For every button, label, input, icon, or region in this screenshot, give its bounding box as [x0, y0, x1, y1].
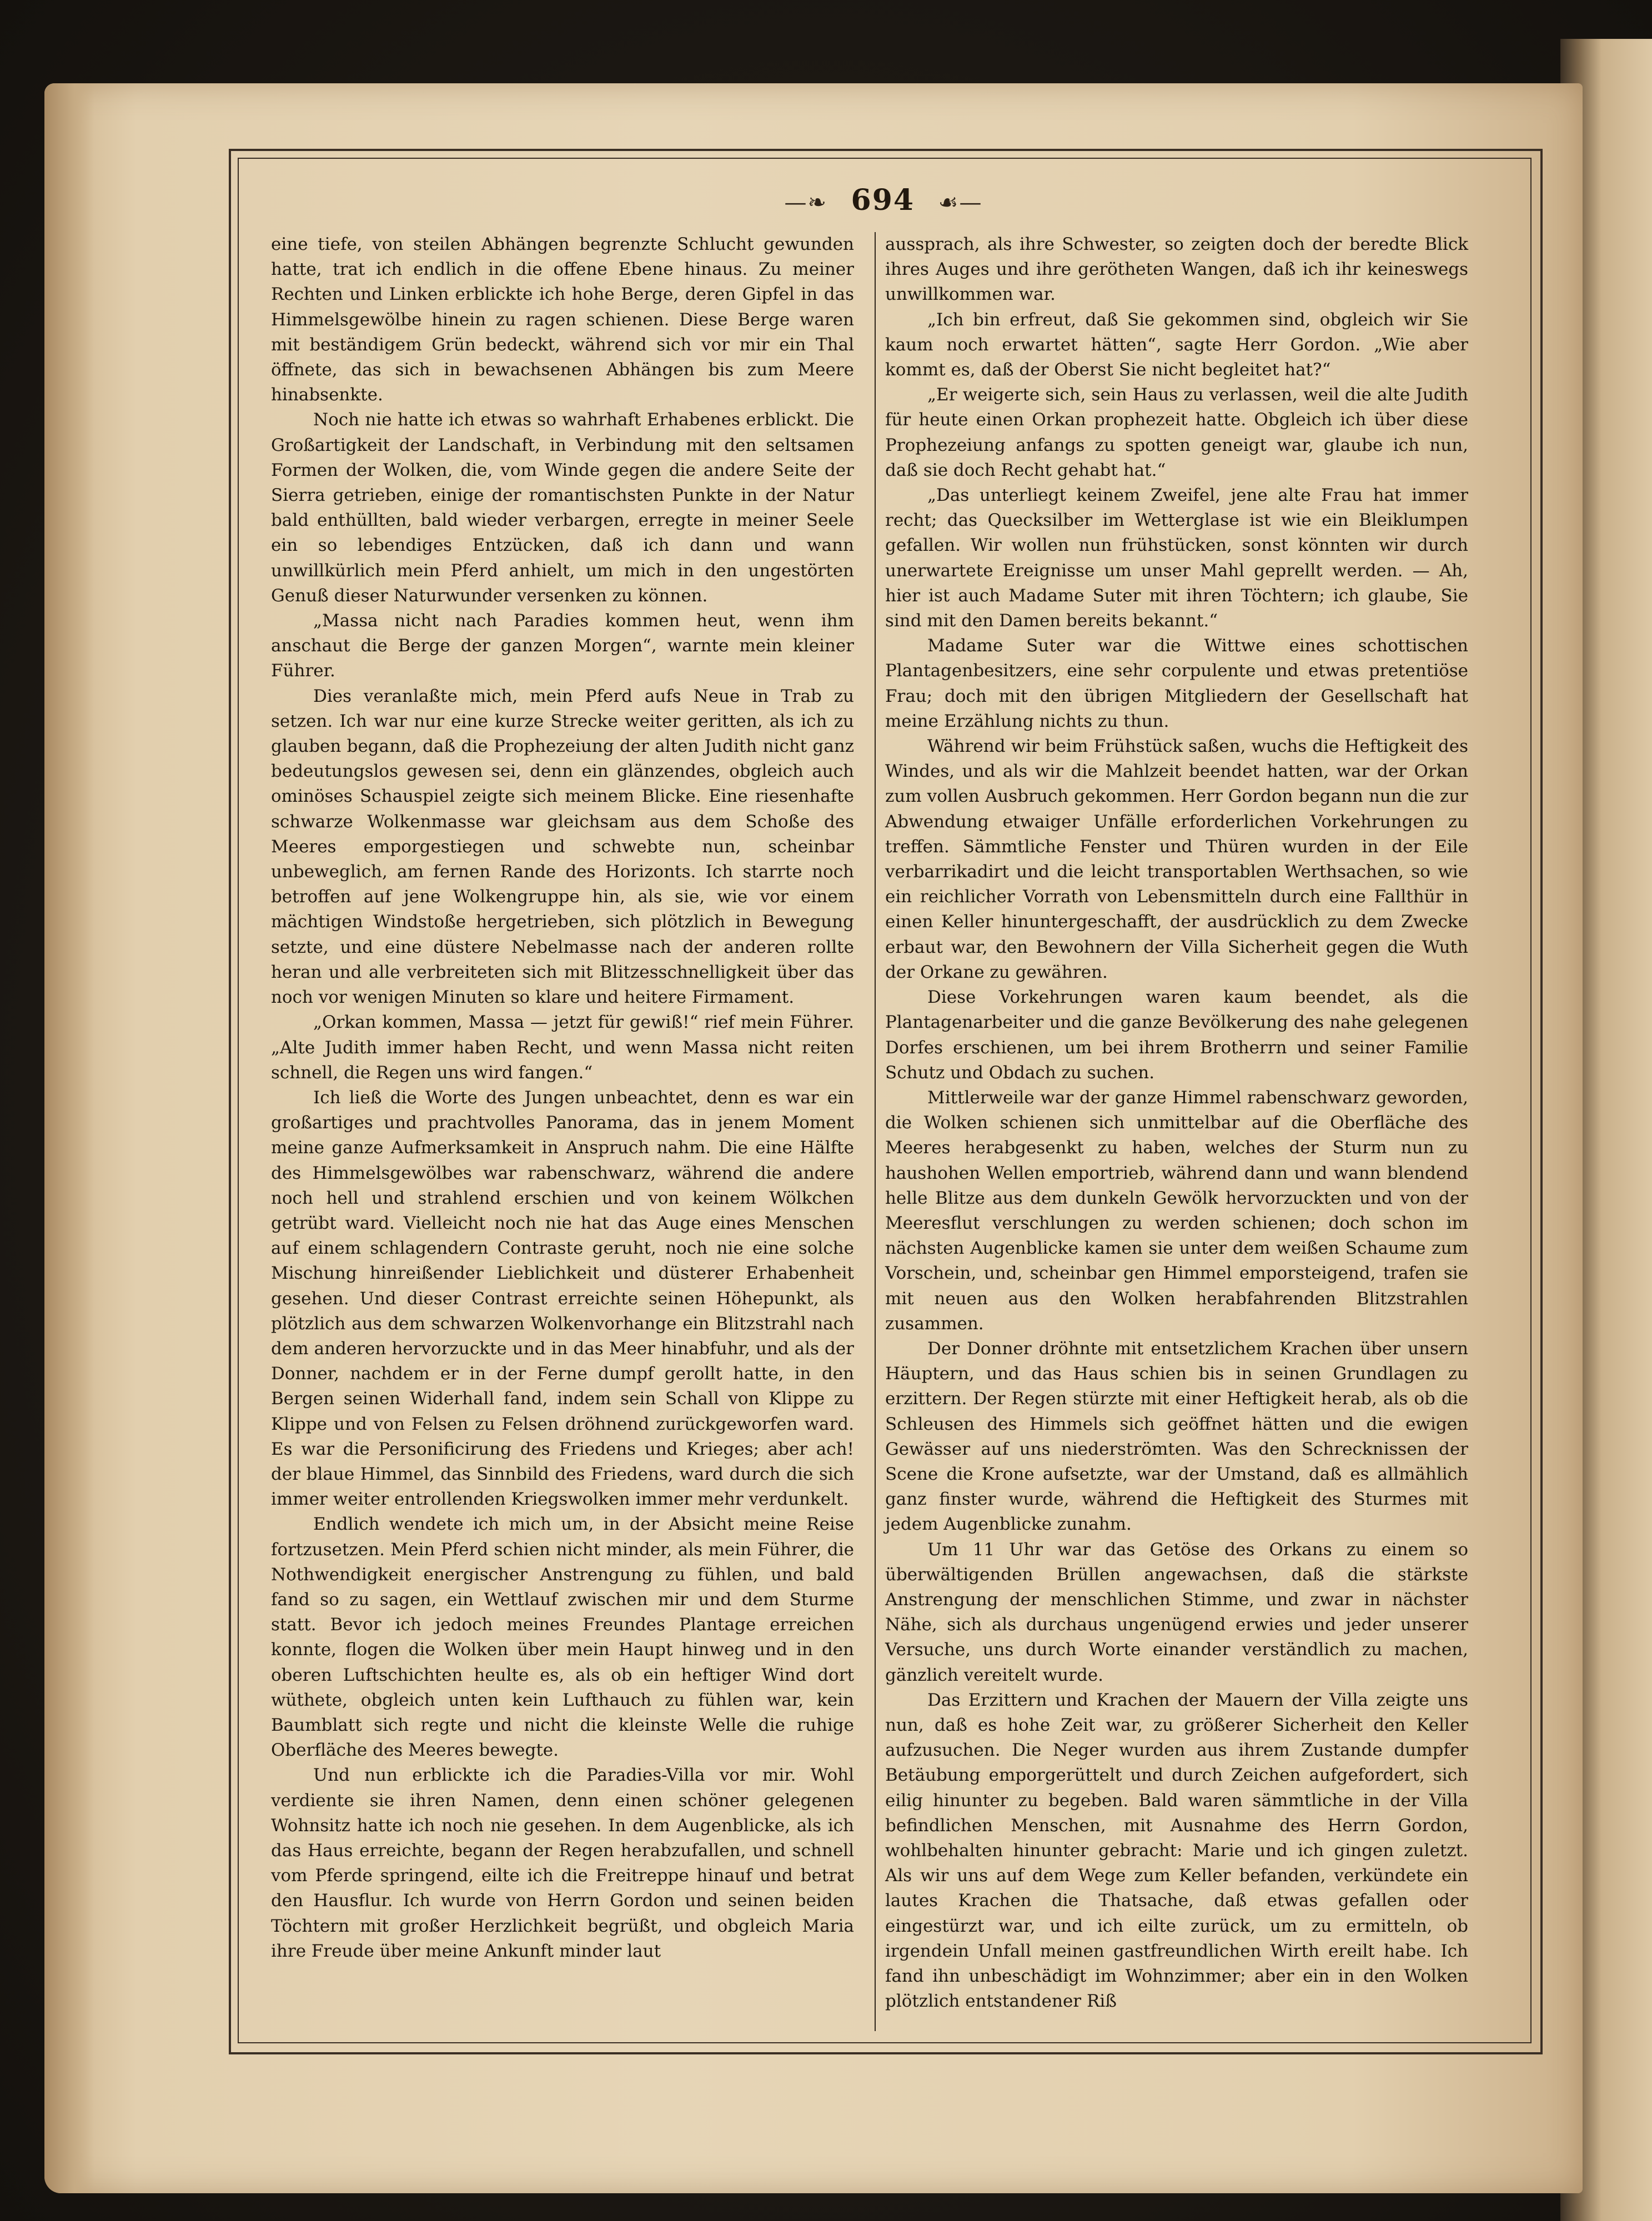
paragraph: Endlich wendete ich mich um, in der Absicht meine Reise fortzusetzen. Mein Pferd schien nicht minder, als mein Führer, die Nothwendigkeit energischer Anstrengung zu fühlen, und bald fand so zu sagen, ein Wettlauf zwischen mir und dem Sturme statt. Bevor ich jedoch meines Freundes Plantage erreichen konnte, flogen die Wolken über mein Haupt hinweg und in den oberen Luftschichten heulte es, als ob ein heftiger Wind dort wüthete, obgleich unten kein Lufthauch zu fühlen war, kein Baumblatt sich regte und nicht die kleinste Welle die ruhige Oberfläche des Meeres bewegte.: [271, 1514, 854, 1761]
page-worn-edge: [44, 83, 94, 2193]
paragraph: Diese Vorkehrungen waren kaum beendet, als die Plantagenarbeiter und die ganze Bevölkerung des nahe gelegenen Dorfes erschienen, um bei ihrem Brotherrn und seiner Familie Schutz und Obdach zu suchen.: [885, 987, 1468, 1083]
paragraph: Um 11 Uhr war das Getöse des Orkans zu einem so überwältigenden Brüllen angewachsen, daß die stärkste Anstrengung der menschlichen Stimme, und zwar in nächster Nähe, sich als durchaus ungenügend erwies und jeder unserer Versuche, uns durch Worte einander verständlich zu machen, gänzlich vereitelt wurde.: [885, 1539, 1468, 1685]
header-ornament-right: ☙—: [938, 190, 983, 215]
paragraph: „Er weigerte sich, sein Haus zu verlassen, weil die alte Judith für heute einen Orkan prophezeit hatte. Obgleich ich über diese Prophezeiung anfangs zu spotten geneigt war, glaube ich nun, daß sie doch Recht gehabt hat.“: [885, 385, 1468, 480]
header-ornament-left: —❧: [784, 190, 828, 215]
right-column: [885, 232, 1468, 2014]
paragraph: Während wir beim Frühstück saßen, wuchs die Heftigkeit des Windes, und als wir die Mahlzeit beendet hatten, war der Orkan zum vollen Ausbruch gekommen. Herr Gordon begann nun die zur Abwendung etwaiger Unfälle erforderlichen Vorkehrungen zu treffen. Sämmtliche Fenster und Thüren wurden in der Eile verbarrikadirt und die leicht transportablen Werthsachen, so wie ein reichlicher Vorrath von Lebensmitteln durch eine Fallthür in einen Keller hinuntergeschafft, der ausdrücklich zu dem Zwecke erbaut war, den Bewohnern der Villa Sicherheit gegen die Wuth der Orkane zu gewähren.: [885, 736, 1468, 982]
paragraph: „Ich bin erfreut, daß Sie gekommen sind, obgleich wir Sie kaum noch erwartet hätten“, sagte Herr Gordon. „Wie aber kommt es, daß der Oberst Sie nicht begleitet hat?“: [885, 309, 1468, 380]
page-number: 694: [851, 183, 915, 217]
paragraph: Mittlerweile war der ganze Himmel rabenschwarz geworden, die Wolken schienen sich unmittelbar auf die Oberfläche des Meeres herabgesenkt zu haben, welches der Sturm nun zu haushohen Wellen emportrieb, während dann und wann blendend helle Blitze aus dem dunkeln Gewölk hervorzuckten und von der Meeresflut verschlungen zu werden schienen; doch schon im nächsten Augenblicke kamen sie unter dem weißen Schaume zum Vorschein, und, scheinbar gen Himmel emporsteigend, trafen sie mit neuen aus den Wolken herabfahrenden Blitzstrahlen zusammen.: [885, 1087, 1468, 1334]
paragraph: Der Donner dröhnte mit entsetzlichem Krachen über unsern Häuptern, und das Haus schien bis in seinen Grundlagen zu erzittern. Der Regen stürzte mit einer Heftigkeit herab, als ob die Schleusen des Himmels sich geöffnet hätten und die ewigen Gewässer auf uns niederströmten. Was den Schrecknissen der Scene die Krone aufsetzte, war der Umstand, daß es allmählich ganz finster wurde, während die Heftigkeit des Sturmes mit jedem Augenblicke zunahm.: [885, 1338, 1468, 1535]
paragraph: Und nun erblickte ich die Paradies-Villa vor mir. Wohl verdiente sie ihren Namen, denn einen schöner gelegenen Wohnsitz hatte ich noch nie gesehen. In dem Augenblicke, als ich das Haus erreichte, begann der Regen herabzufallen, und schnell vom Pferde springend, eilte ich die Freitreppe hinauf und betrat den Hausflur. Ich wurde von Herrn Gordon und seinen beiden Töchtern mit großer Herzlichkeit begrüßt, und obgleich Maria ihre Freude über meine Ankunft minder laut: [271, 1765, 854, 1961]
paragraph: „Das unterliegt keinem Zweifel, jene alte Frau hat immer recht; das Quecksilber im Wetterglase ist wie ein Bleiklumpen gefallen. Wir wollen nun frühstücken, sonst könnten wir durch unerwartete Ereignisse um unser Mahl geprellt werden. — Ah, hier ist auch Madame Suter mit ihren Töchtern; ich glaube, Sie sind mit den Damen bereits bekannt.“: [885, 485, 1468, 631]
paragraph: eine tiefe, von steilen Abhängen begrenzte Schlucht gewunden hatte, trat ich endlich in die offene Ebene hinaus. Zu meiner Rechten und Linken erblickte ich hohe Berge, deren Gipfel in das Himmelsgewölbe hinein zu ragen schienen. Diese Berge waren mit beständigem Grün bedeckt, während sich vor mir ein Thal öffnete, das sich in bewachsenen Abhängen bis zum Meere hinabsenkte.: [271, 234, 854, 405]
paragraph: Dies veranlaßte mich, mein Pferd aufs Neue in Trab zu setzen. Ich war nur eine kurze Strecke weiter geritten, als ich zu glauben begann, daß die Prophezeiung der alten Judith nicht ganz bedeutungslos gewesen sei, denn ein glänzendes, obgleich auch ominöses Schauspiel zeigte sich meinem Blicke. Eine riesenhafte schwarze Wolkenmasse war gleichsam aus dem Schoße des Meeres emporgestiegen und schwebte nun, scheinbar unbeweglich, am fernen Rande des Horizonts. Ich starrte noch betroffen auf jene Wolkengruppe hin, als sie, wie vor einem mächtigen Windstoße hergetrieben, sich plötzlich in Bewegung setzte, und eine düstere Nebelmasse nach der anderen rollte heran und alle verbreiteten sich mit Blitzesschnelligkeit über das noch vor wenigen Minuten so klare und heitere Firmament.: [271, 686, 854, 1008]
paragraph: Das Erzittern und Krachen der Mauern der Villa zeigte uns nun, daß es hohe Zeit war, zu größerer Sicherheit den Keller aufzusuchen. Die Neger wurden aus ihrem Zustande dumpfer Betäubung emporgerüttelt und durch Zeichen aufgefordert, sich eilig hinunter zu begeben. Bald waren sämmtliche in der Villa befindlichen Menschen, mit Ausnahme des Herrn Gordon, wohlbehalten hinunter gebracht: Marie und ich gingen zuletzt. Als wir uns auf dem Wege zum Keller befanden, verkündete ein lautes Krachen die Thatsache, daß etwas gefallen oder eingestürzt war, und ich eilte zurück, um zu ermitteln, ob irgendein Unfall meinen gastfreundlichen Wirth ereilt habe. Ich fand ihn unbeschädigt im Wohnzimmer; aber ein in den Wolken plötzlich entstandener Riß: [885, 1690, 1468, 2012]
paragraph: „Massa nicht nach Paradies kommen heut, wenn ihm anschaut die Berge der ganzen Morgen“, warnte mein kleiner Führer.: [271, 611, 854, 681]
paragraph: Noch nie hatte ich etwas so wahrhaft Erhabenes erblickt. Die Großartigkeit der Landschaft, in Verbindung mit den seltsamen Formen der Wolken, die, vom Winde gegen die andere Seite der Sierra getrieben, einige der romantischsten Punkte in der Natur bald enthüllten, bald wieder verbargen, erregte in meiner Seele ein so lebendiges Entzücken, daß ich dann und wann unwillkürlich mein Pferd anhielt, um mich in den ungestörten Genuß dieser Naturwunder versenken zu können.: [271, 410, 854, 606]
left-column: [271, 232, 854, 1964]
page-header: [239, 183, 1528, 217]
paragraph: „Orkan kommen, Massa — jetzt für gewiß!“ rief mein Führer. „Alte Judith immer haben Recht, und wenn Massa nicht reiten schnell, die Regen uns wird fangen.“: [271, 1012, 854, 1083]
paragraph: aussprach, als ihre Schwester, so zeigten doch der beredte Blick ihres Auges und ihre gerötheten Wangen, daß ich ihr keineswegs unwillkommen war.: [885, 234, 1468, 305]
paragraph: Madame Suter war die Wittwe eines schottischen Plantagenbesitzers, eine sehr corpulente und etwas pretentiöse Frau; doch mit den übrigen Mitgliedern der Gesellschaft hat meine Erzählung nichts zu thun.: [885, 636, 1468, 731]
column-divider: [875, 232, 876, 2031]
paragraph: Ich ließ die Worte des Jungen unbeachtet, denn es war ein großartiges und prachtvolles Panorama, das in jenem Moment meine ganze Aufmerksamkeit in Anspruch nahm. Die eine Hälfte des Himmelsgewölbes war rabenschwarz, während die andere noch hell und strahlend erschien und von keinem Wölkchen getrübt ward. Vielleicht noch nie hat das Auge eines Menschen auf einem schlagendern Contraste geruht, noch nie eine solche Mischung hinreißender Lieblichkeit und düsterer Erhabenheit gesehen. Und dieser Contrast erreichte seinen Höhepunkt, als plötzlich aus dem schwarzen Wolkenvorhange ein Blitzstrahl nach dem anderen hervorzuckte und in das Meer hinabfuhr, und als der Donner, nachdem er in der Ferne dumpf gerollt hatte, in den Bergen seinen Widerhall fand, indem sein Schall von Klippe zu Klippe und von Felsen zu Felsen dröhnend zurückgeworfen ward. Es war die Personificirung des Friedens und Krieges; aber ach! der blaue Himmel, das Sinnbild des Friedens, ward durch die sich immer weiter entrollenden Kriegswolken immer mehr verdunkelt.: [271, 1087, 854, 1510]
